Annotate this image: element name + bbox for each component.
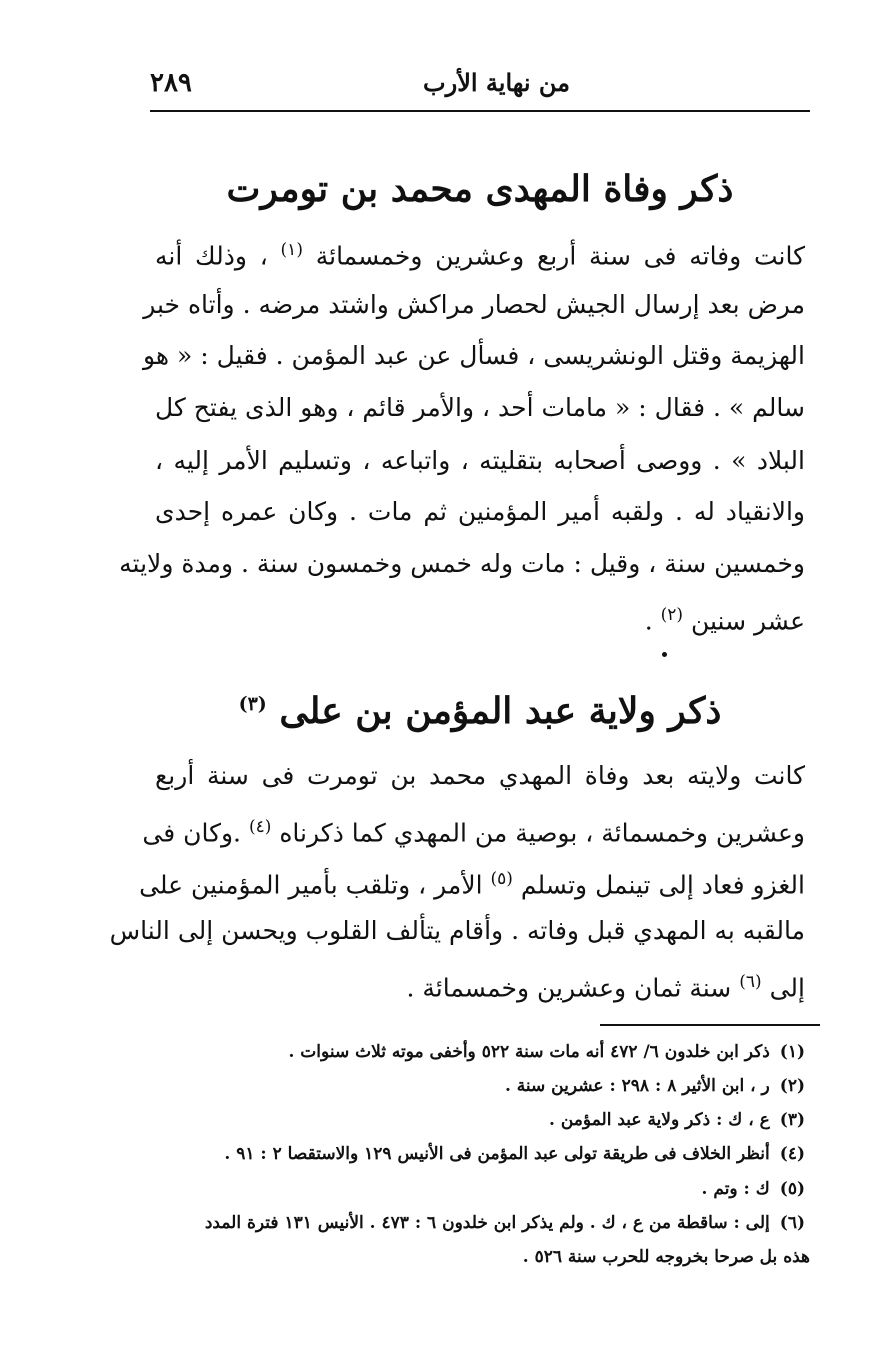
- paragraph-line: مرض بعد إرسال الجيش لحصار مراكش واشتد مرضه . وأتاه خبر: [143, 290, 805, 319]
- section-heading-death-of-mahdi: ذكر وفاة المهدى محمد بن تومرت: [226, 168, 734, 210]
- line-text: عشر سنين: [690, 606, 805, 636]
- footnote-1: [155, 1041, 805, 1063]
- footnote-ref: (٥): [490, 869, 513, 889]
- footnote-6: [155, 1212, 805, 1234]
- footnote-4: [155, 1143, 805, 1165]
- footnote-number: (٤): [779, 1144, 805, 1164]
- footnote-3: [155, 1109, 805, 1131]
- footnote-number: (٥): [779, 1179, 805, 1199]
- footnote-text: إلى : ساقطة من ع ، ك . ولم يذكر ابن خلدون ٦ : ٤٧٣ . الأنيس ١٣١ فترة المدد: [204, 1213, 770, 1233]
- footnote-text: هذه بل صرحا بخروجه للحرب سنة ٥٢٦ .: [522, 1247, 810, 1267]
- line-text: .وكان فى: [142, 818, 241, 848]
- paragraph-line: [139, 864, 805, 900]
- paragraph-line: [155, 600, 805, 636]
- footnote-text: أنظر الخلاف فى طريقة تولى عبد المؤمن فى الأنيس ١٢٩ والاستقصا ٢ : ٩١ .: [224, 1144, 770, 1164]
- footnote-text: ذكر ابن خلدون ٦/ ٤٧٢ أنه مات سنة ٥٢٢ وأخفى موته ثلاث سنوات .: [288, 1042, 770, 1062]
- footnote-ref: (٣): [238, 693, 267, 715]
- page-header: [150, 58, 810, 112]
- page-number: ٢٨٩: [150, 68, 192, 98]
- line-text: الأمر ، وتلقب بأمير المؤمنين على: [139, 870, 483, 900]
- footnote-number: (٢): [779, 1076, 805, 1096]
- footnote-ref: (٢): [660, 605, 684, 625]
- line-text: الغزو فعاد إلى تينمل وتسلم: [520, 870, 805, 900]
- footnote-text: ع ، ك : ذكر ولاية عبد المؤمن .: [549, 1110, 770, 1130]
- line-text: سنة ثمان وعشرين وخمسمائة .: [406, 973, 732, 1003]
- footnote-5: [155, 1178, 805, 1200]
- paragraph-line: [142, 812, 805, 848]
- footnote-number: (١): [779, 1042, 805, 1062]
- footnote-number: (٦): [779, 1213, 805, 1233]
- footnote-ref: (٤): [248, 817, 272, 837]
- paragraph-line: [155, 235, 805, 271]
- line-text: كانت وفاته فى سنة أربع وعشرين وخمسمائة: [315, 241, 805, 271]
- paragraph-line: والانقياد له . ولقبه أمير المؤمنين ثم مات . وكان عمره إحدى: [155, 497, 805, 526]
- footnote-rule: [600, 1024, 820, 1026]
- footnote-2: [155, 1075, 805, 1097]
- paragraph-line: وخمسين سنة ، وقيل : مات وله خمس وخمسون سنة . ومدة ولايته: [119, 549, 805, 578]
- paragraph-line: البلاد » . ووصى أصحابه بتقليته ، واتباعه ، وتسليم الأمر إليه ،: [155, 446, 805, 475]
- footnote-ref: (١): [280, 240, 303, 260]
- paragraph-line: كانت ولايته بعد وفاة المهدي محمد بن تومرت فى سنة أربع: [155, 761, 805, 790]
- line-text: .: [644, 606, 653, 636]
- line-text: إلى: [769, 973, 805, 1003]
- ink-dot: [662, 652, 667, 657]
- running-title: من نهاية الأرب: [423, 68, 570, 97]
- footnote-6-continued: [120, 1246, 810, 1268]
- paragraph-line: مالقبه به المهدي قبل وفاته . وأقام يتألف القلوب ويحسن إلى الناس: [109, 916, 805, 945]
- paragraph-line: الهزيمة وقتل الونشريسى ، فسأل عن عبد المؤمن . فقيل : « هو: [142, 341, 805, 370]
- footnote-text: ك : وتم .: [701, 1179, 770, 1199]
- section-heading-abd-al-mumin: [150, 690, 810, 732]
- footnote-ref: (٦): [739, 972, 762, 992]
- line-text: ، وذلك أنه: [155, 241, 268, 271]
- footnote-text: ر ، ابن الأثير ٨ : ٢٩٨ : عشرين سنة .: [504, 1076, 770, 1096]
- heading-text: ذكر ولاية عبد المؤمن بن على: [279, 690, 722, 732]
- footnote-number: (٣): [779, 1110, 805, 1130]
- paragraph-line: [155, 967, 805, 1003]
- line-text: وعشرين وخمسمائة ، بوصية من المهدي كما ذكرناه: [279, 818, 805, 848]
- paragraph-line: سالم » . فقال : « مامات أحد ، والأمر قائم ، وهو الذى يفتح كل: [155, 393, 805, 422]
